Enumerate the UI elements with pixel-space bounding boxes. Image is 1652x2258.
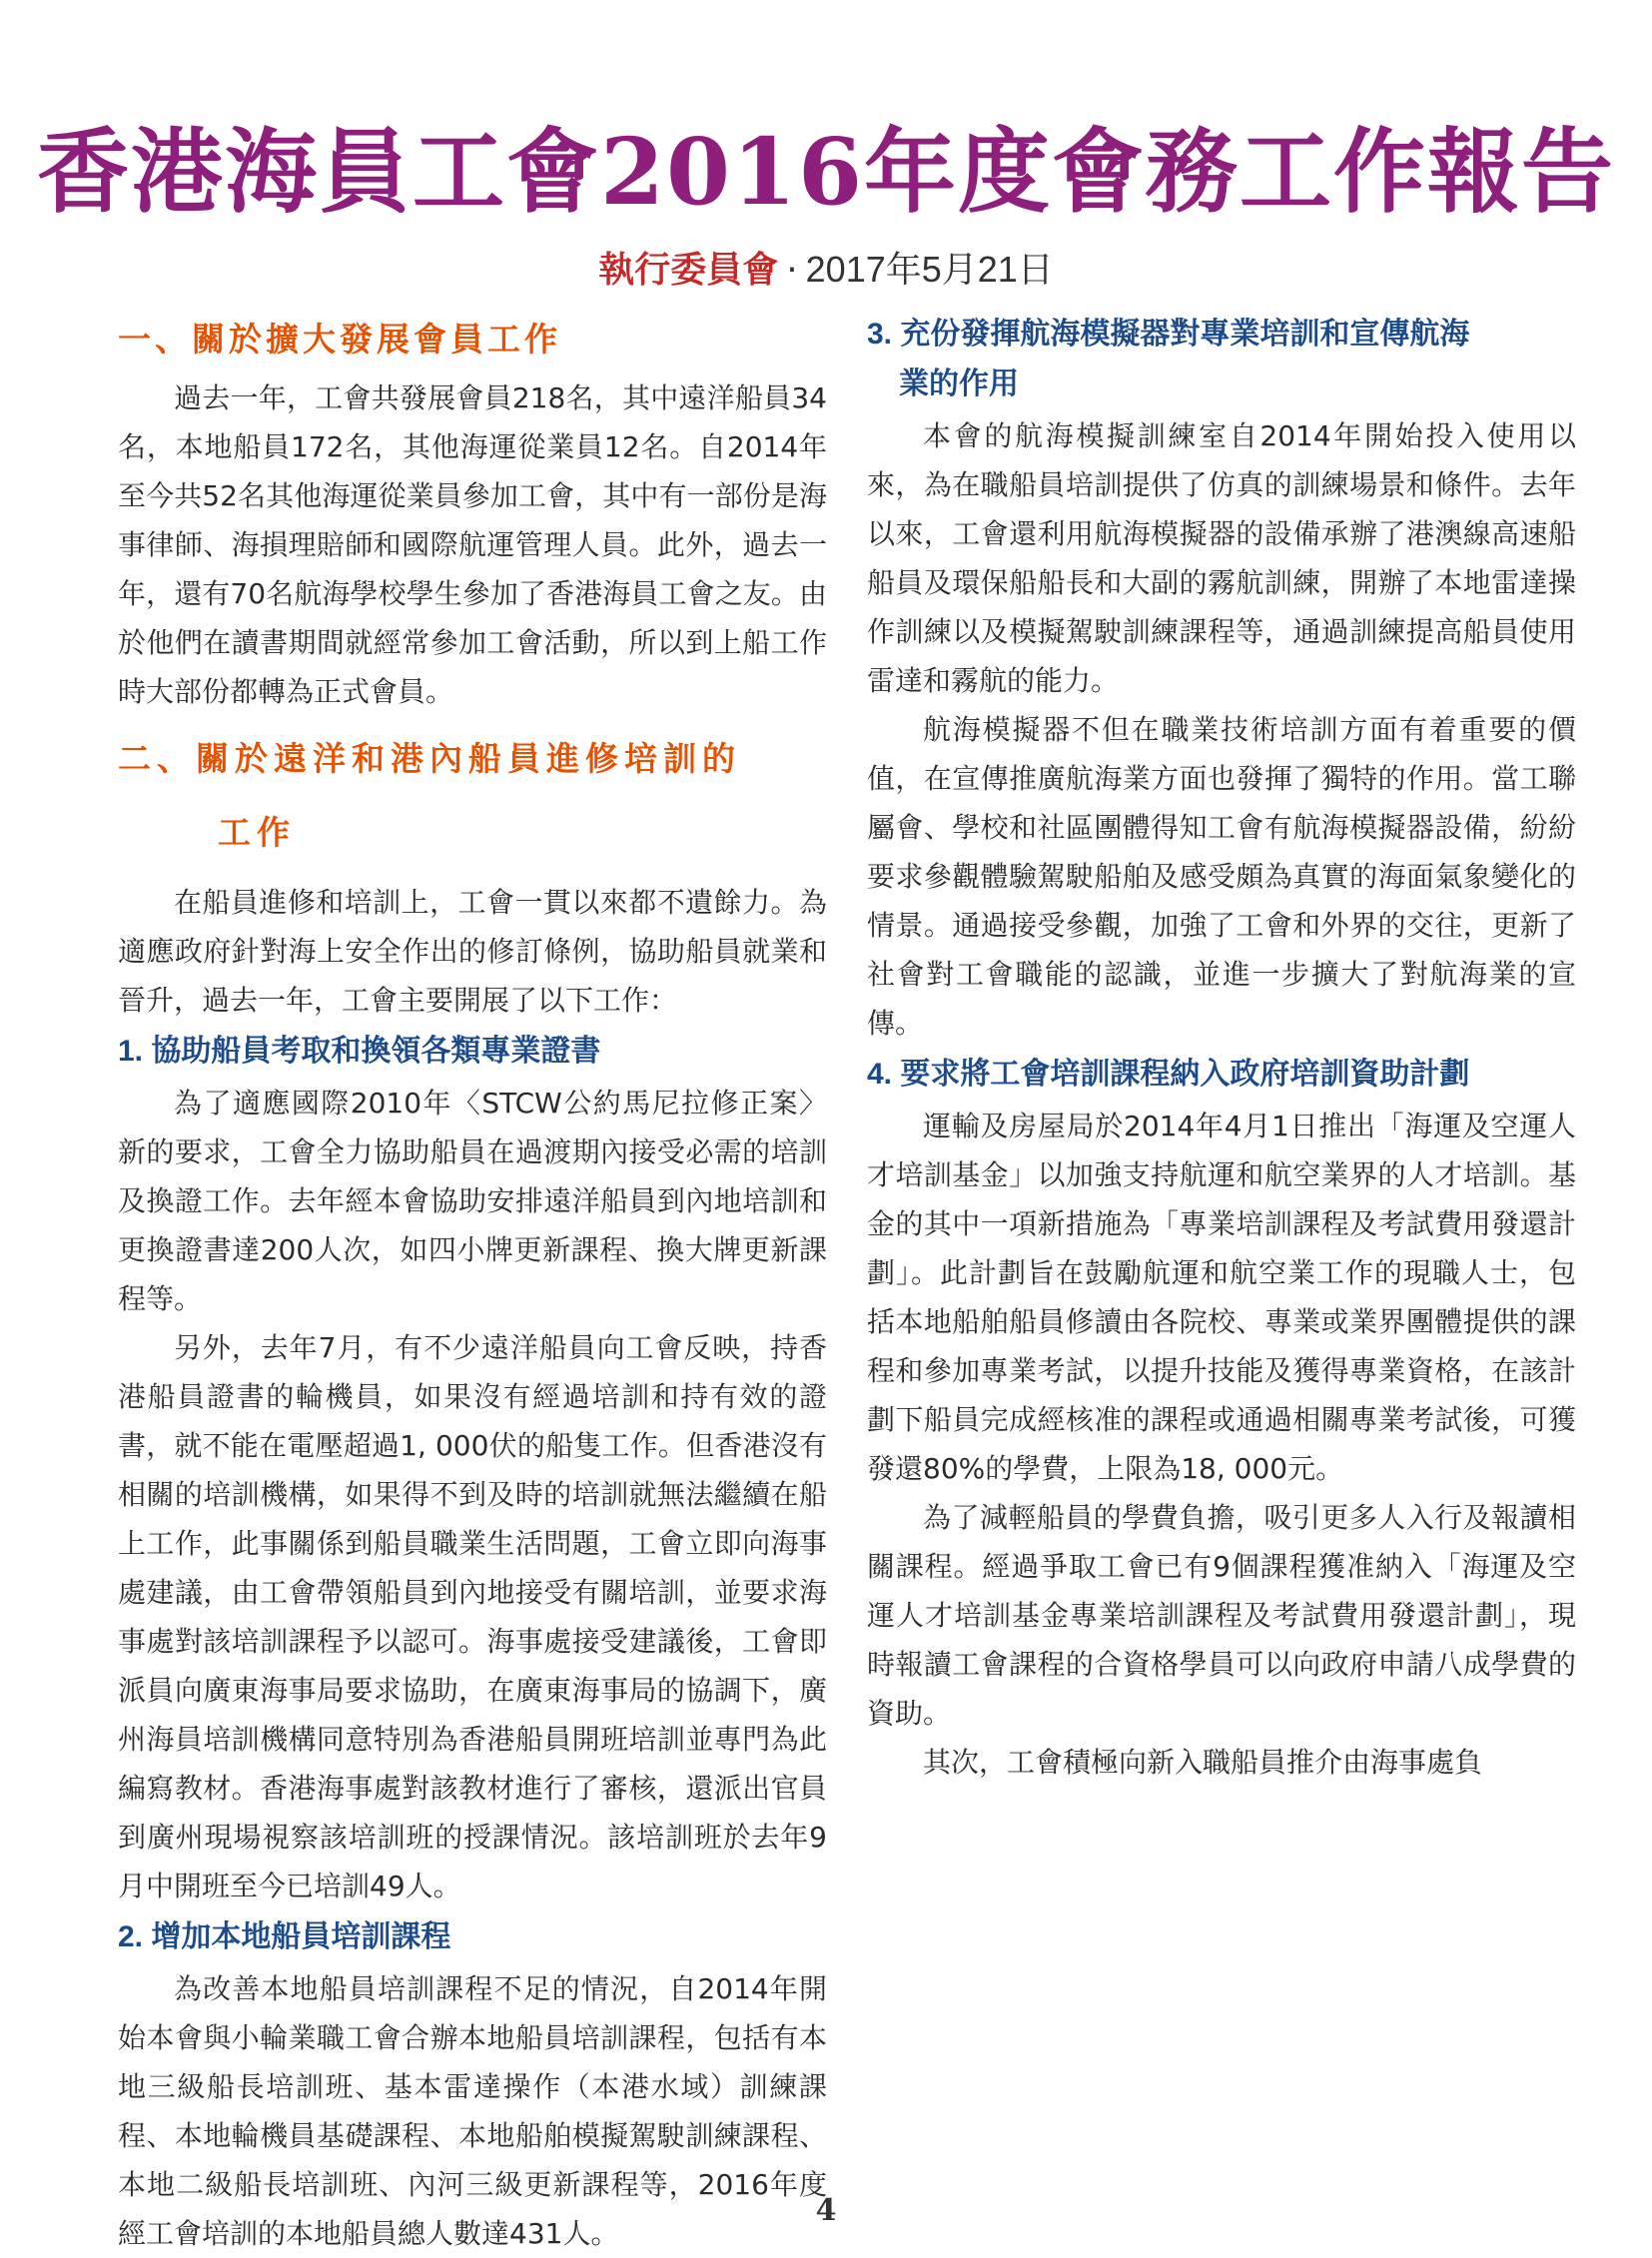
subsection-1-heading: 1. 協助船員考取和換領各類專業證書 [118,1035,601,1068]
subsection-2-paragraph: 為改善本地船員培訓課程不足的情況，自2014年開始本會與小輪業職工會合辦本地船員培訓課程，包括有本地三級船長培訓班、基本雷達操作（本港水域）訓練課程、本地輪機員基礎課程、本地船舶模擬駕駛訓練課程、本地二級船長培訓班、內河三級更新課程等，2016年度經工會培訓的本地船員總人數達431人。 [118,1972,827,2250]
subsection-3-heading-line2: 業的作用 [899,368,1019,400]
page-title: 香港海員工會2016年度會務工作報告 [36,118,1616,226]
subsection-3-paragraph-2: 航海模擬器不但在職業技術培訓方面有着重要的價值，在宣傳推廣航海業方面也發揮了獨特的作用。當工聯屬會、學校和社區團體得知工會有航海模擬器設備，紛紛要求參觀體驗駕駛船舶及感受頗為真實的海面氣象變化的情景。通過接受參觀，加強了工會和外界的交往，更新了社會對工會職能的認識，並進一步擴大了對航海業的宣傳。 [867,713,1576,1040]
byline-committee: 執行委員會 [598,249,779,291]
byline-date: 2017年5月21日 [805,249,1054,290]
right-column [867,308,1576,1787]
subsection-4-paragraph-3: 其次，工會積極向新入職船員推介由海事處負 [923,1746,1483,1779]
subsection-1-paragraph-2: 另外，去年7月，有不少遠洋船員向工會反映，持香港船員證書的輪機員，如果沒有經過培訓和持有效的證書，就不能在電壓超過1, 000伏的船隻工作。但香港沒有相關的培訓機構，如果得不到及時的培訓就無法繼續在船上工作，此事關係到船員職業生活問題，工會立即向海事處建議，由工會帶領船員到內地接受有關培訓，並要求海事處對該培訓課程予以認可。海事處接受建議後，工會即派員向廣東海事局要求協助，在廣東海事局的協調下，廣州海員培訓機構同意特別為香港船員開班培訓並專門為此編寫教材。香港海事處對該教材進行了審核，還派出官員到廣州現場視察該培訓班的授課情況。該培訓班於去年9月中開班至今已培訓49人。 [118,1331,827,1902]
subsection-3-heading-line1: 3. 充份發揮航海模擬器對專業培訓和宣傳航海 [867,318,1470,351]
section-2-heading-line1: 二、關於遠洋和港內船員進修培訓的 [118,739,741,778]
section-1-paragraph: 過去一年，工會共發展會員218名，其中遠洋船員34名，本地船員172名，其他海運從業員12名。自2014年至今共52名其他海運從業員參加工會，其中有一部份是海事律師、海損理賠師和國際航運管理人員。此外，過去一年，還有70名航海學校學生參加了香港海員工會之友。由於他們在讀書期間就經常參加工會活動，所以到上船工作時大部份都轉為正式會員。 [118,381,827,708]
subsection-3-heading [867,310,1576,409]
page-number: 4 [815,2193,837,2228]
subsection-4-paragraph-1: 運輸及房屋局於2014年4月1日推出「海運及空運人才培訓基金」以加強支持航運和航空業界的人才培訓。基金的其中一項新措施為「專業培訓課程及考試費用發還計劃」。此計劃旨在鼓勵航運和航空業工作的現職人士，包括本地船舶船員修讀由各院校、專業或業界團體提供的課程和參加專業考試，以提升技能及獲得專業資格，在該計劃下船員完成經核准的課程或通過相關專業考試後，可獲發還80%的學費，上限為18, 000元。 [867,1110,1576,1485]
byline-separator: · [786,250,798,291]
subsection-4-paragraph-2: 為了減輕船員的學費負擔，吸引更多人入行及報讀相關課程。經過爭取工會已有9個課程獲准納入「海運及空運人才培訓基金專業培訓課程及考試費用發還計劃」，現時報讀工會課程的合資格學員可以向政府申請八成學費的資助。 [867,1501,1576,1730]
subsection-3-paragraph-1: 本會的航海模擬訓練室自2014年開始投入使用以來，為在職船員培訓提供了仿真的訓練場景和條件。去年以來，工會還利用航海模擬器的設備承辦了港澳線高速船船員及環保船船長和大副的霧航訓練，開辦了本地雷達操作訓練以及模擬駕駛訓練課程等，通過訓練提高船員使用雷達和霧航的能力。 [867,419,1576,697]
left-column [118,308,827,2258]
section-2-intro: 在船員進修和培訓上，工會一貫以來都不遺餘力。為適應政府針對海上安全作出的修訂條例，協助船員就業和晉升，過去一年，工會主要開展了以下工作： [118,886,827,1017]
section-2-heading [118,722,827,870]
byline [0,246,1652,295]
subsection-2-heading: 2. 增加本地船員培訓課程 [118,1920,451,1953]
section-1-heading: 一、關於擴大發展會員工作 [118,320,561,359]
subsection-4-heading: 4. 要求將工會培訓課程納入政府培訓資助計劃 [867,1058,1470,1091]
subsection-1-paragraph-1: 為了適應國際2010年〈STCW公約馬尼拉修正案〉新的要求，工會全力協助船員在過渡期內接受必需的培訓及換證工作。去年經本會協助安排遠洋船員到內地培訓和更換證書達200人次，如四小牌更新課程、換大牌更新課程等。 [118,1087,827,1315]
section-2-heading-line2: 工作 [218,813,296,852]
